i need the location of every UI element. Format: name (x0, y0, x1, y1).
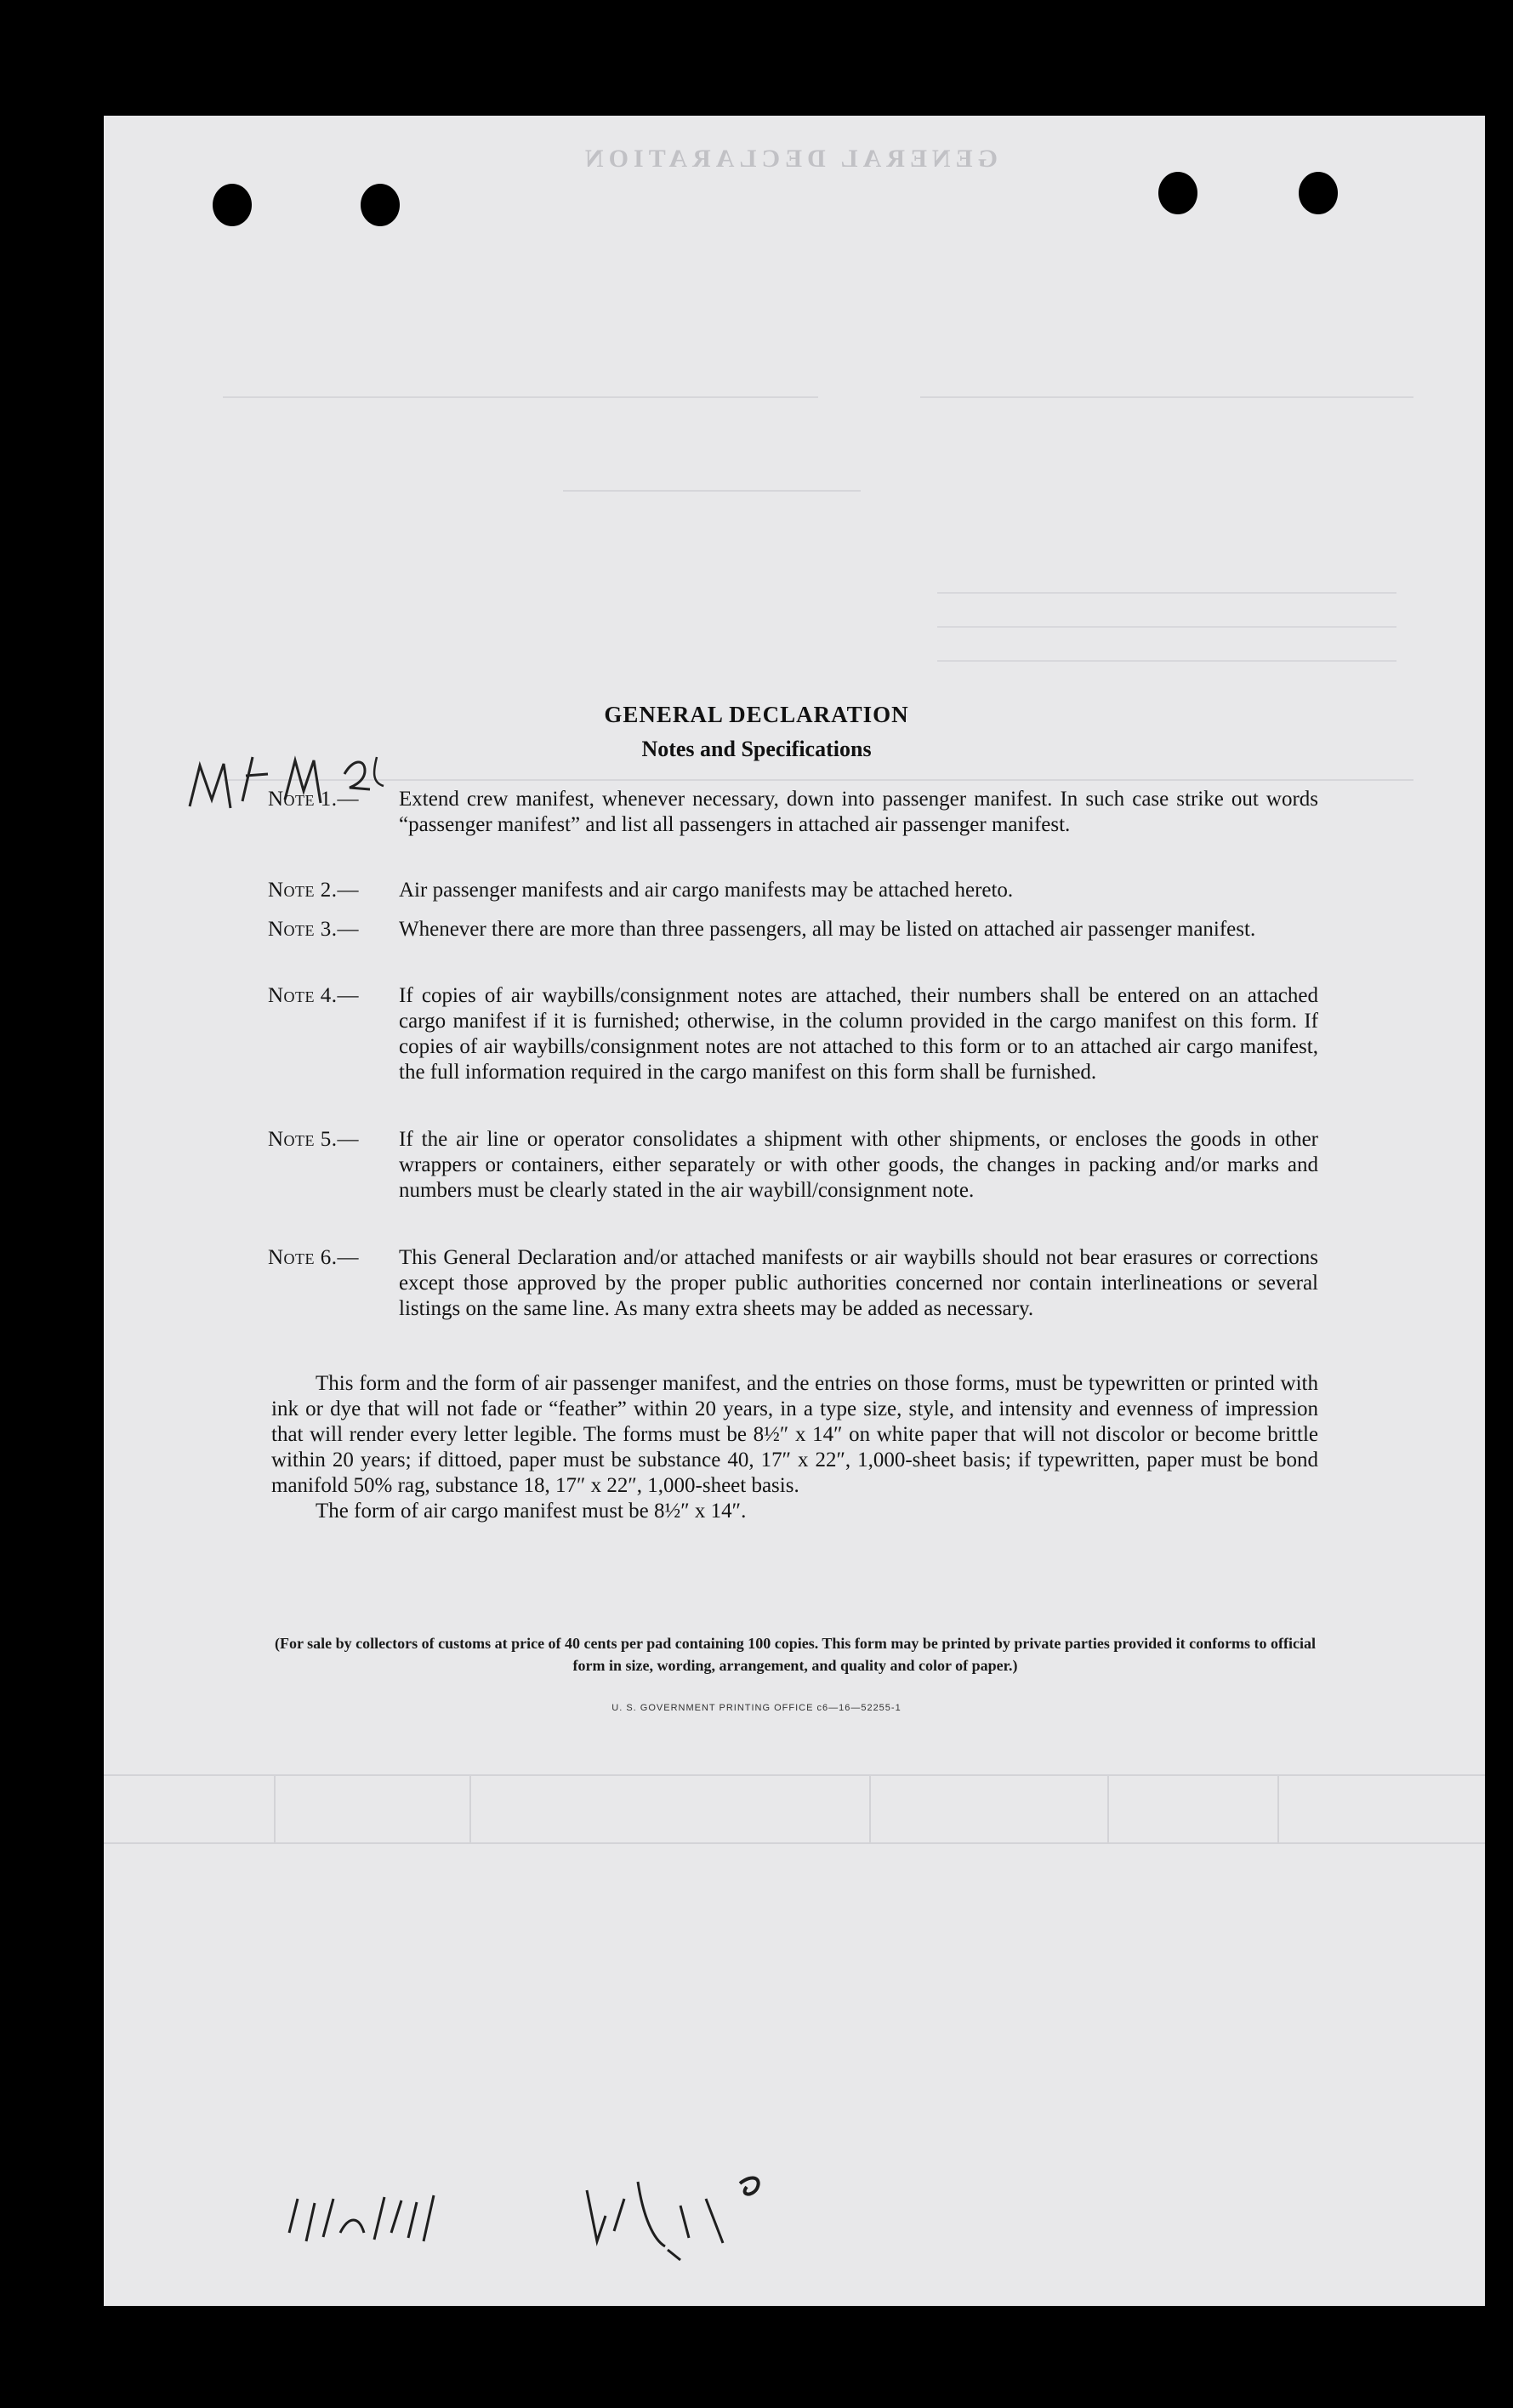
cargo-manifest-size-text: The form of air cargo manifest must be 8½″ x 14″. (316, 1500, 747, 1523)
document-page (104, 116, 1485, 2306)
note-text: Air passenger manifests and air cargo manifests may be attached hereto. (399, 879, 1014, 902)
bleed-through-table (104, 1774, 1485, 1876)
note-text: Extend crew manifest, whenever necessary, down into passenger manifest. In such case strike out words “passenger manifest” and list all passengers in attached air passenger manifest. (399, 788, 1318, 836)
document-subtitle: Notes and Specifications (641, 737, 872, 761)
bleed-through-title: GENERAL DECLARATION (580, 145, 998, 173)
note-5 (268, 1127, 1318, 1204)
note-4 (268, 983, 1318, 1085)
note-text: If copies of air waybills/consignment notes are attached, their numbers shall be entered on an attached cargo manifest if it is furnished; otherwise, in the column provided in the cargo manifest on this form. If copies of air waybills/consignment notes are not attached to this form or to an attached air cargo manifest, the full information required in the cargo manifest on this form shall be furnished. (399, 984, 1318, 1084)
note-text: Whenever there are more than three passengers, all may be listed on attached air passenger manifest. (399, 918, 1256, 941)
note-2 (268, 878, 1318, 903)
note-text: This General Declaration and/or attached manifests or air waybills should not bear erasures or corrections except those approved by the proper public authorities concerned nor contain interlineations or several listings on the same line. As many extra sheets may be added as necessary. (399, 1246, 1318, 1320)
punch-hole (1299, 172, 1338, 214)
note-label: Note 2.— (268, 879, 360, 902)
specification-paragraph (271, 1371, 1318, 1524)
note-label: Note 3.— (268, 918, 360, 941)
note-label: Note 5.— (268, 1128, 360, 1151)
punch-hole (361, 184, 400, 226)
note-1 (268, 787, 1318, 838)
printer-imprint: U. S. GOVERNMENT PRINTING OFFICE c6—16—52255-1 (611, 1703, 902, 1713)
note-3 (268, 917, 1318, 942)
note-text: If the air line or operator consolidates a shipment with other shipments, or encloses the goods in other wrappers or containers, either separately or with other goods, the changes in packing and/or marks and numbers must be clearly stated in the air waybill/consignment note. (399, 1128, 1318, 1202)
sale-notice: (For sale by collectors of customs at price of 40 cents per pad containing 100 copies. This form may be printed by private parties provided it conforms to official form in size, wording, arrangement, and quality and color of paper.) (274, 1635, 1317, 1674)
document-title: GENERAL DECLARATION (604, 702, 909, 727)
specification-text: This form and the form of air passenger manifest, and the entries on those forms, must be typewritten or printed with ink or dye that will not fade or “feather” within 20 years, in a type size, style, and intensity and evenness of impression that will render every letter legible. The forms must be 8½″ x 14″ on white paper that will not discolor or become brittle within 20 years; if dittoed, paper must be substance 40, 17″ x 22″, 1,000-sheet basis; if typewritten, paper must be bond manifold 50% rag, substance 18, 17″ x 22″, 1,000-sheet basis. (271, 1372, 1318, 1497)
note-6 (268, 1245, 1318, 1322)
punch-hole (1158, 172, 1197, 214)
punch-hole (213, 184, 252, 226)
note-label: Note 4.— (268, 984, 360, 1007)
handwritten-signature (281, 2165, 791, 2284)
note-label: Note 1.— (268, 788, 360, 811)
note-label: Note 6.— (268, 1246, 360, 1269)
